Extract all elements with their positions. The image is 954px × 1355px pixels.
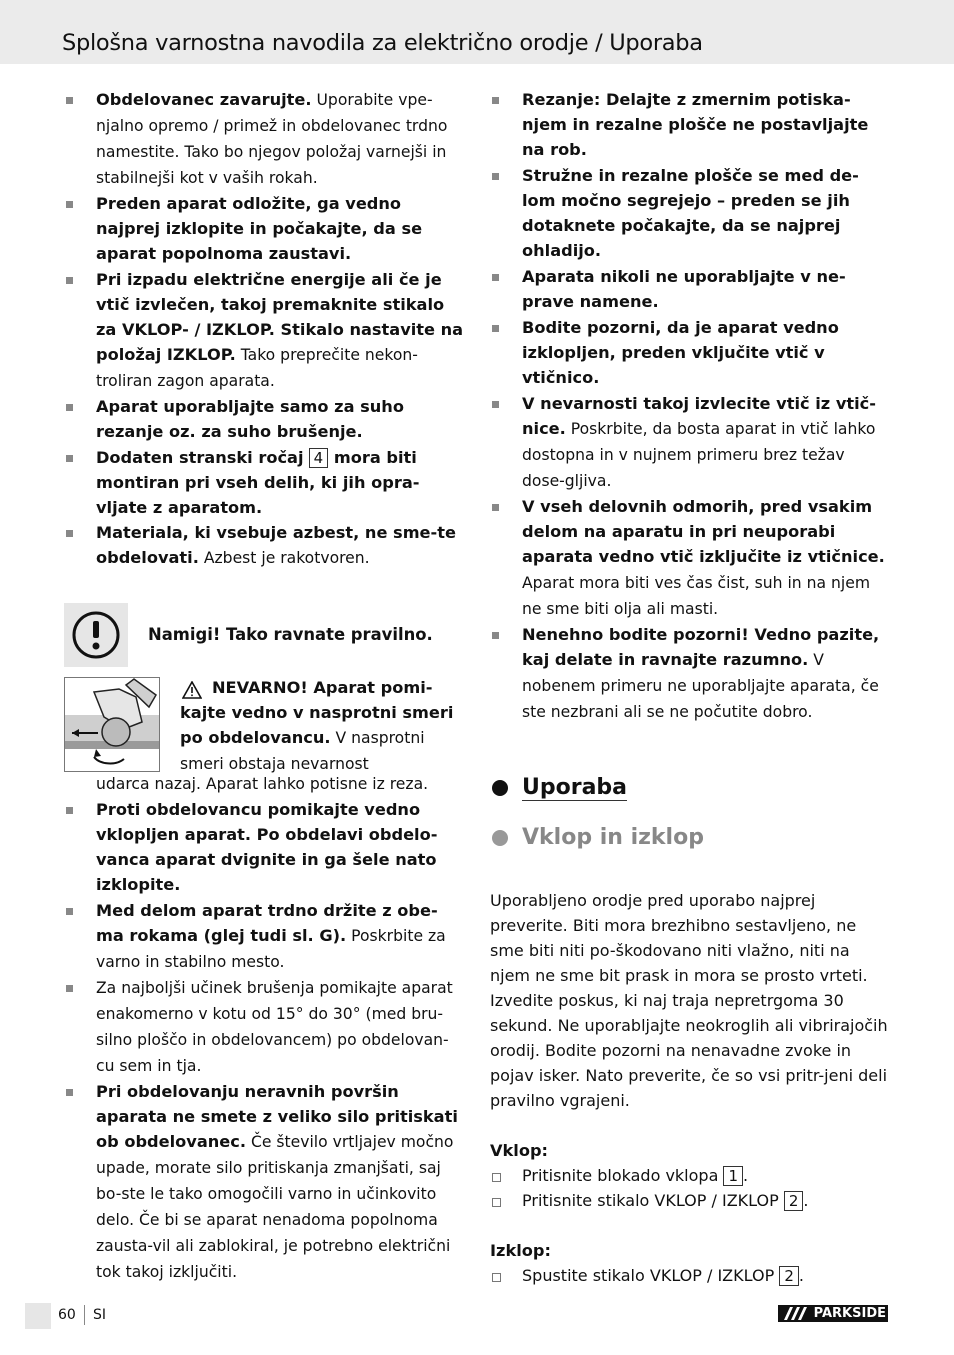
logo-stripes-icon bbox=[782, 1305, 808, 1322]
izklop-heading: Izklop: bbox=[490, 1241, 551, 1260]
bullet-square-icon bbox=[66, 404, 73, 411]
list-item: Stružne in rezalne plošče se med de-lom močno segrejejo – preden se jih dotaknete počakajte, da se najprej ohladijo. bbox=[490, 163, 890, 264]
exclamation-icon bbox=[64, 603, 128, 667]
brand-logo: PARKSIDE bbox=[778, 1305, 888, 1322]
list-item: V vseh delovnih odmorih, pred vsakim delom na aparatu in pri neuporabi aparata vedno vtič izključite iz vtičnice. Aparat mora biti ves čas čist, suh in na njem ne sme biti olja ali masti. bbox=[490, 494, 890, 622]
section-heading-uporaba: Uporaba bbox=[490, 775, 890, 825]
footer-marker bbox=[25, 1303, 51, 1329]
step-item: Pritisnite stikalo VKLOP / IZKLOP 2 . bbox=[490, 1188, 890, 1213]
section-heading-vklop-izklop: Vklop in izklop bbox=[490, 825, 890, 875]
bullet-square-icon bbox=[492, 173, 499, 180]
page-title: Splošna varnostna navodila za električno orodje / Uporaba bbox=[62, 30, 703, 56]
bullet-dot-icon bbox=[492, 830, 508, 846]
bullet-square-icon bbox=[66, 530, 73, 537]
list-item: Obdelovanec zavarujte. Uporabite vpe-njalno opremo / primež in obdelovanec trdno namestite. Tako bo njegov položaj varnejši in stabilnejši kot v vaših rokah. bbox=[64, 87, 464, 191]
list-item: Aparata nikoli ne uporabljajte v ne-prave namene. bbox=[490, 264, 890, 315]
bullet-square-icon bbox=[66, 277, 73, 284]
part-reference-box: 4 bbox=[309, 448, 329, 468]
part-reference-box: 1 bbox=[723, 1166, 743, 1186]
grinder-direction-illustration bbox=[64, 677, 160, 772]
step-box-icon bbox=[492, 1173, 501, 1182]
list-item: Za najboljši učinek brušenja pomikajte aparat enakomerno v kotu od 15° do 30° (med bru-silno ploščo in obdelovancem) po obdelovan-cu sem in tja. bbox=[64, 975, 464, 1079]
list-item: V nevarnosti takoj izvlecite vtič iz vtič-nice. Poskrbite, da bosta aparat in vtič lahko dostopna in v nujnem primeru brez težav dose-gljiva. bbox=[490, 391, 890, 494]
warning-block bbox=[64, 677, 464, 772]
bullet-square-icon bbox=[66, 908, 73, 915]
step-item: Pritisnite blokado vklopa 1 . bbox=[490, 1163, 890, 1188]
part-reference-box: 2 bbox=[784, 1191, 804, 1211]
bullet-square-icon bbox=[492, 401, 499, 408]
warning-text-continued: udarca nazaj. Aparat lahko potisne iz reza. bbox=[96, 775, 429, 793]
bullet-square-icon bbox=[492, 97, 499, 104]
list-item: Pri izpadu električne energije ali če je vtič izvlečen, takoj premaknite stikalo za VKLOP- / IZKLOP. Stikalo nastavite na položaj IZKLOP. Tako preprečite nekon-troliran zagon aparata. bbox=[64, 267, 464, 394]
page-language: SI bbox=[93, 1307, 107, 1323]
bullet-square-icon bbox=[492, 274, 499, 281]
bullet-square-icon bbox=[66, 985, 73, 992]
left-column bbox=[64, 87, 464, 1285]
bullet-square-icon bbox=[492, 504, 499, 511]
list-item: Med delom aparat trdno držite z obe-ma rokama (glej tudi sl. G). Poskrbite za varno in stabilno mesto. bbox=[64, 898, 464, 975]
list-item: Dodaten stranski ročaj 4 mora biti montiran pri vseh delih, ki jih opra-vljate z aparatom. bbox=[64, 445, 464, 520]
list-item: Bodite pozorni, da je aparat vedno izklopljen, preden vključite vtič v vtičnico. bbox=[490, 315, 890, 391]
step-box-icon bbox=[492, 1198, 501, 1207]
list-item: Pri obdelovanju neravnih površin aparata ne smete z veliko silo pritiskati ob obdelovanec. Če število vrtljajev močno upade, morate silo pritiskanja zmanjšati, saj bo-ste le tako omogočili varno in učinkovito delo. Če bi se aparat nenadoma popolnoma zausta-vil ali zablokiral, je potrebno električni tok takoj izključiti. bbox=[64, 1079, 464, 1285]
bullet-square-icon bbox=[66, 455, 73, 462]
step-item: Spustite stikalo VKLOP / IZKLOP 2 . bbox=[490, 1263, 890, 1288]
bullet-dot-icon bbox=[492, 780, 508, 796]
bullet-square-icon bbox=[66, 201, 73, 208]
list-item: Nenehno bodite pozorni! Vedno pazite, kaj delate in ravnajte razumno. V nobenem primeru ne uporabljajte aparata, če ste nezbrani ali se ne počutite dobro. bbox=[490, 622, 890, 725]
bullet-square-icon bbox=[492, 632, 499, 639]
tip-notice bbox=[64, 603, 464, 667]
bullet-square-icon bbox=[66, 97, 73, 104]
list-item: Preden aparat odložite, ga vedno najprej izklopite in počakajte, da se aparat popolnoma zaustavi. bbox=[64, 191, 464, 267]
tip-text: Namigi! Tako ravnate pravilno. bbox=[148, 625, 433, 644]
warning-text: NEVARNO! Aparat pomi-kajte vedno v nasprotni smeri po obdelovancu. V nasprotni smeri obstaja nevarnost bbox=[180, 678, 454, 773]
list-item: Materiala, ki vsebuje azbest, ne sme-te obdelovati. Azbest je rakotvoren. bbox=[64, 520, 464, 571]
bullet-square-icon bbox=[66, 1089, 73, 1096]
page-header bbox=[0, 0, 954, 64]
list-item: Aparat uporabljajte samo za suho rezanje oz. za suho brušenje. bbox=[64, 394, 464, 445]
vklop-heading: Vklop: bbox=[490, 1141, 549, 1160]
list-item: Rezanje: Delajte z zmernim potiska-njem in rezalne plošče ne postavljajte na rob. bbox=[490, 87, 890, 163]
right-column bbox=[490, 87, 890, 1288]
footer-divider bbox=[84, 1305, 85, 1325]
list-item: Proti obdelovancu pomikajte vedno vklopljen aparat. Po obdelavi obdelo-vanca aparat dvignite in ga šele nato izklopite. bbox=[64, 797, 464, 898]
step-box-icon bbox=[492, 1273, 501, 1282]
bullet-square-icon bbox=[66, 807, 73, 814]
bullet-square-icon bbox=[492, 325, 499, 332]
intro-paragraph: Uporabljeno orodje pred uporabo najprej preverite. Biti mora brezhibno sestavljeno, ne sme biti niti po-škodovano niti vlažno, niti na njem ne sme bit prask in mora se prosto vrteti. Izvedite poskus, ki naj traja nepretrgoma 30 sekund. Ne uporabljajte neokroglih ali vibrirajočih orodij. Bodite pozorni na nenavadne zvoke in pojav isker. Nato preverite, če so vsi pritr-jeni deli pravilno vgrajeni. bbox=[490, 891, 888, 1110]
page-number: 60 bbox=[58, 1307, 76, 1323]
part-reference-box: 2 bbox=[779, 1266, 799, 1286]
